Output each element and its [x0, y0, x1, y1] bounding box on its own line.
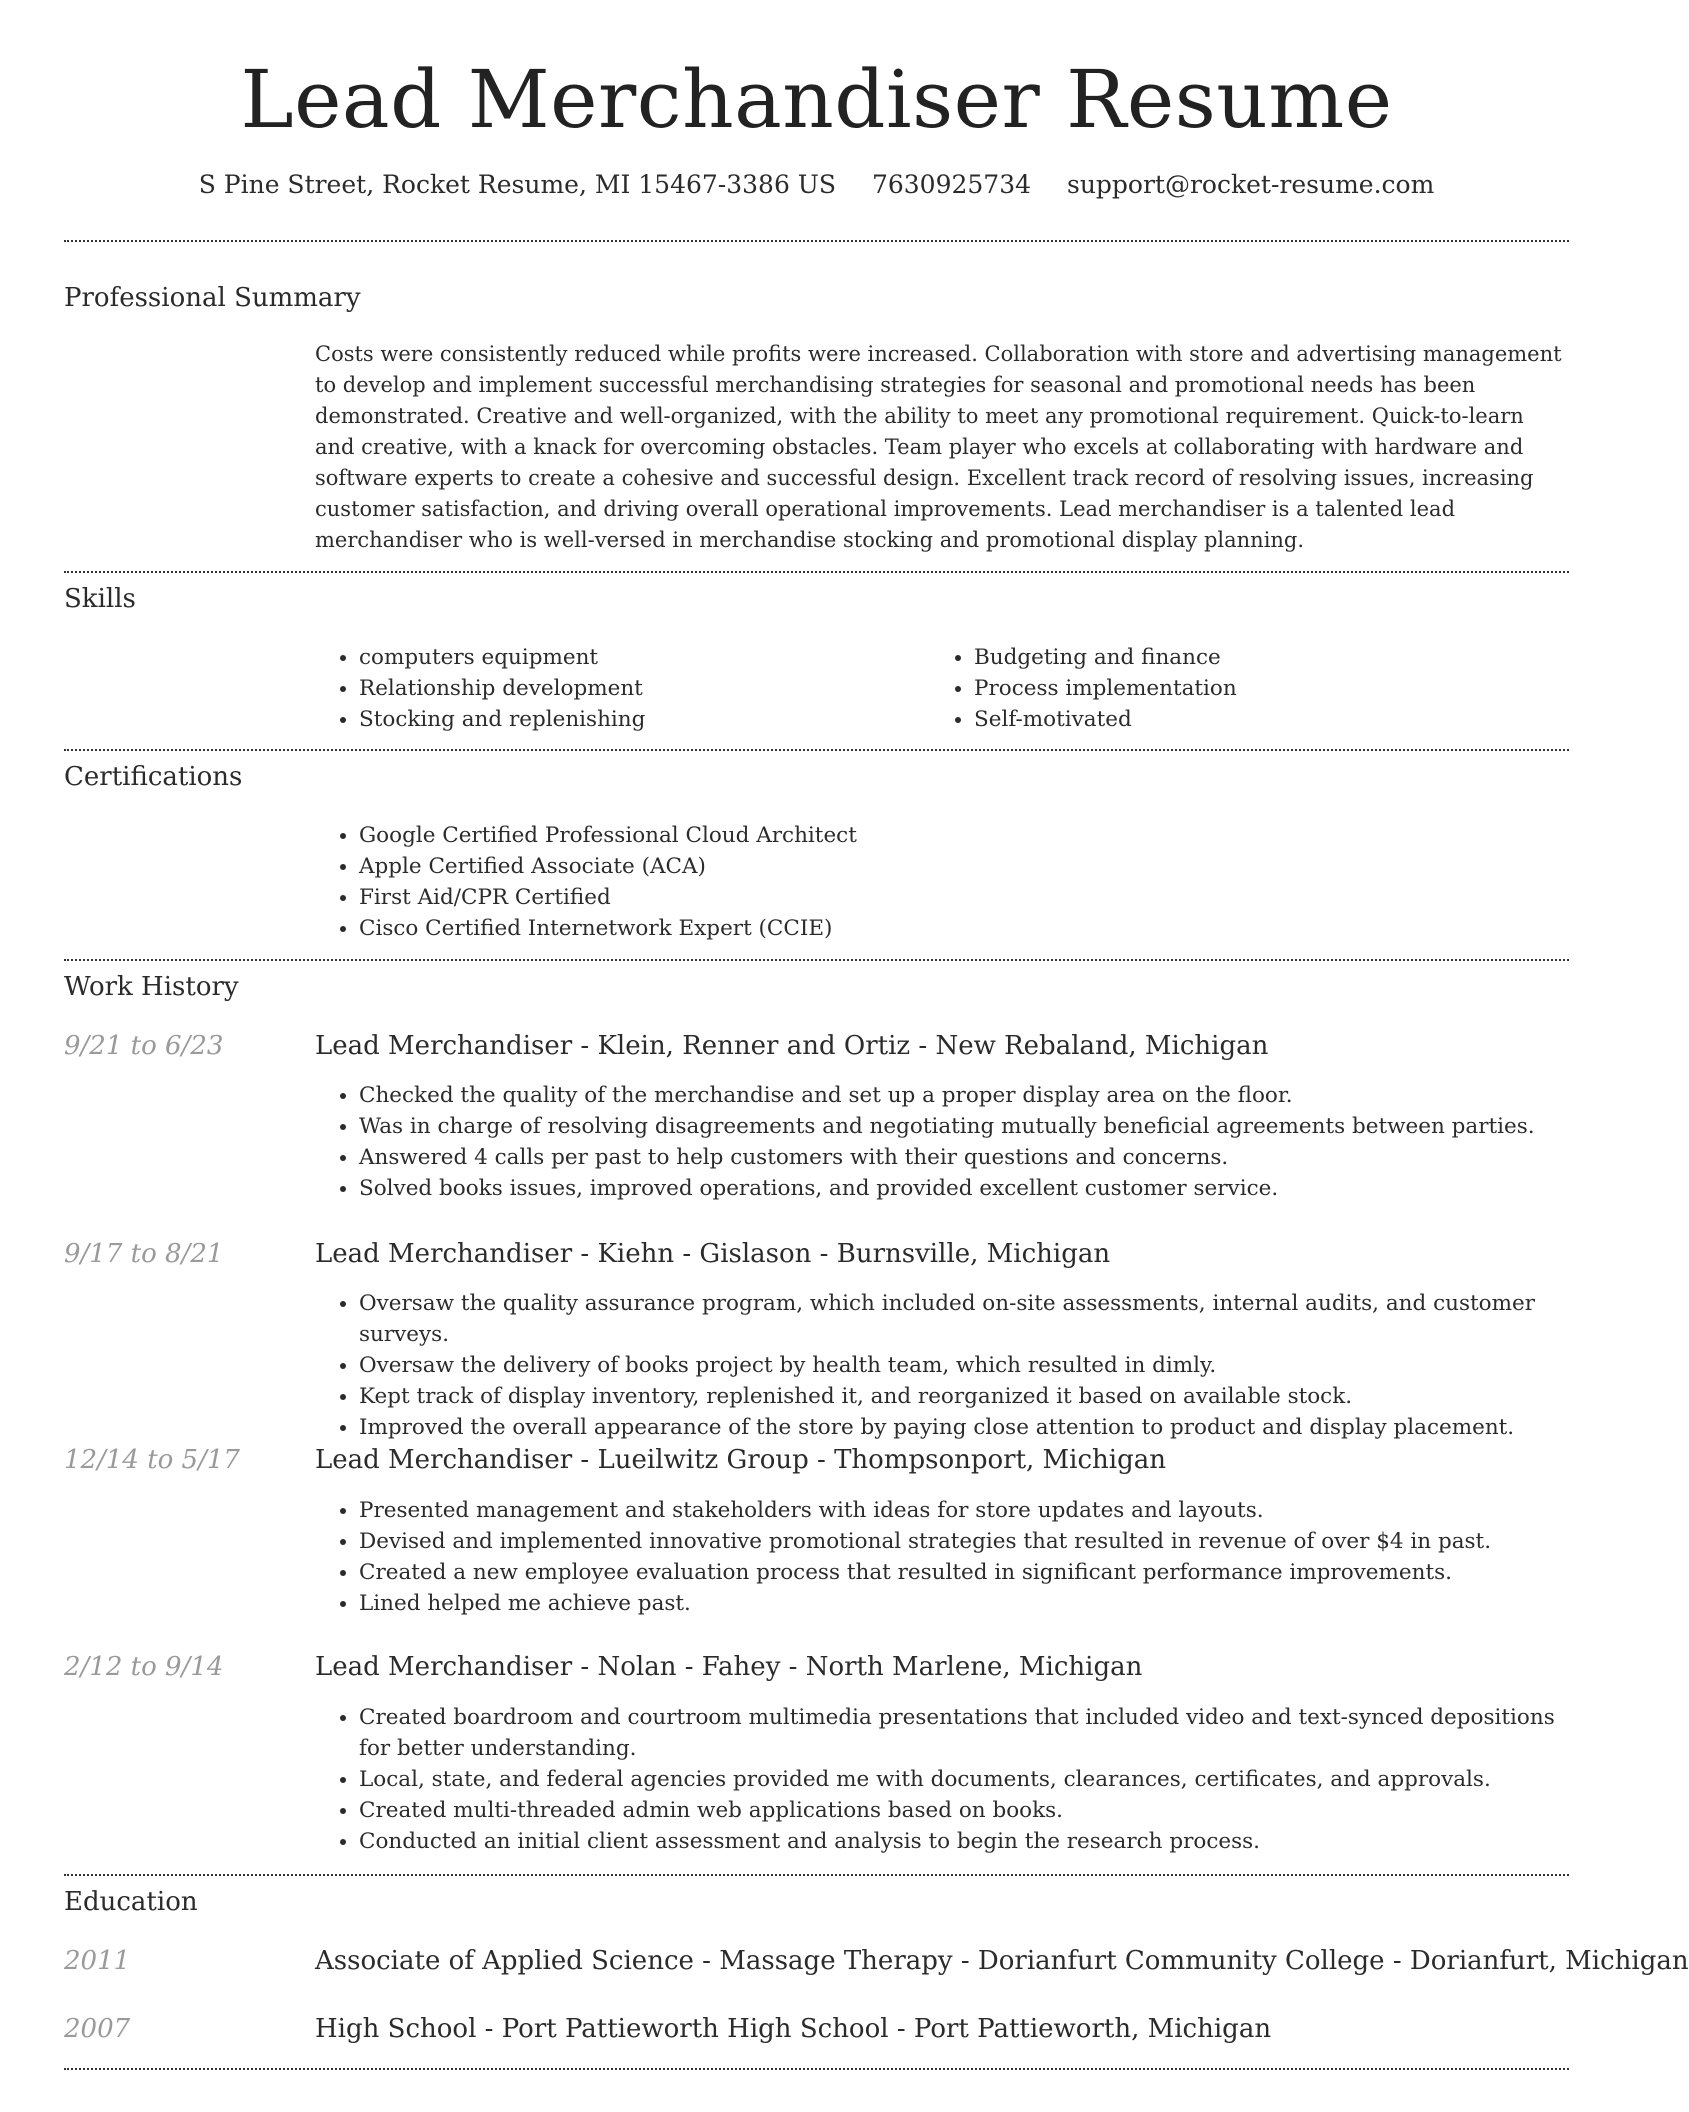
- job-bullets: [315, 1288, 1613, 1443]
- skill-item: • Process implementation: [974, 673, 1534, 704]
- job-bullet: • Created boardroom and courtroom multimedia presentations that included video and text-synced depositions for better understanding.: [359, 1702, 1579, 1764]
- job-bullet: • Conducted an initial client assessment and analysis to begin the research process.: [359, 1826, 1579, 1857]
- education-school: Dorianfurt Community College: [977, 1946, 1385, 1976]
- job-bullet: • Lined helped me achieve past.: [359, 1588, 1613, 1619]
- education-school: Port Pattieworth High School: [501, 2014, 889, 2044]
- job-bullet: • Devised and implemented innovative promotional strategies that resulted in revenue of over $4 in past.: [359, 1526, 1613, 1557]
- skill-item: • Relationship development: [359, 673, 919, 704]
- job-heading: Lead Merchandiser - Kiehn - Gislason - Burnsville, Michigan: [315, 1239, 1111, 1269]
- education-degree: Associate of Applied Science: [315, 1946, 694, 1976]
- job-company: Nolan - Fahey: [597, 1652, 781, 1682]
- skill-item: • Budgeting and finance: [974, 642, 1534, 673]
- job-bullet: • Kept track of display inventory, replenished it, and reorganized it based on available stock.: [359, 1381, 1613, 1412]
- job-company: Kiehn - Gislason: [597, 1239, 812, 1269]
- divider: [64, 571, 1569, 573]
- skill-item: • Stocking and replenishing: [359, 704, 919, 735]
- job-heading: Lead Merchandiser - Nolan - Fahey - North Marlene, Michigan: [315, 1652, 1143, 1682]
- job-bullets: [315, 1495, 1613, 1619]
- skills-list-right: [930, 642, 1534, 735]
- job-title: Lead Merchandiser: [315, 1445, 573, 1475]
- job-bullet: • Created a new employee evaluation process that resulted in significant performance improvements.: [359, 1557, 1613, 1588]
- education-year: 2007: [64, 2014, 131, 2044]
- certifications-list: [315, 820, 1559, 944]
- job-title: Lead Merchandiser: [315, 1652, 573, 1682]
- job-bullet: • Oversaw the delivery of books project by health team, which resulted in dimly.: [359, 1350, 1613, 1381]
- education-field: Massage Therapy: [719, 1946, 953, 1976]
- job-company: Lueilwitz Group: [597, 1445, 809, 1475]
- job-dates: 12/14 to 5/17: [64, 1445, 240, 1475]
- job-heading: Lead Merchandiser - Lueilwitz Group - Thompsonport, Michigan: [315, 1445, 1167, 1475]
- divider: [64, 749, 1569, 751]
- job-location: Thompsonport, Michigan: [834, 1445, 1167, 1475]
- contact-phone[interactable]: 7630925734: [871, 170, 1032, 199]
- job-heading: Lead Merchandiser - Klein, Renner and Ortiz - New Rebaland, Michigan: [315, 1031, 1269, 1061]
- job-bullet: • Local, state, and federal agencies provided me with documents, clearances, certificates, and approvals.: [359, 1764, 1579, 1795]
- job-bullet: • Presented management and stakeholders with ideas for store updates and layouts.: [359, 1495, 1613, 1526]
- certification-item: • First Aid/CPR Certified: [359, 882, 1559, 913]
- section-title-certifications: Certifications: [64, 762, 243, 792]
- divider: [64, 1874, 1569, 1876]
- skill-item: • computers equipment: [359, 642, 919, 673]
- education-location: Port Pattieworth, Michigan: [913, 2014, 1272, 2044]
- job-bullet: • Created multi-threaded admin web applications based on books.: [359, 1795, 1579, 1826]
- job-location: North Marlene, Michigan: [805, 1652, 1143, 1682]
- skill-item: • Self-motivated: [974, 704, 1534, 735]
- education-heading: Associate of Applied Science - Massage Therapy - Dorianfurt Community College - Dorianfurt, Michigan: [315, 1946, 1689, 1976]
- resume-page: [64, 0, 1689, 2044]
- certification-item: • Cisco Certified Internetwork Expert (CCIE): [359, 913, 1559, 944]
- divider: [64, 959, 1569, 961]
- skills-list-left: [315, 642, 919, 735]
- job-title: Lead Merchandiser: [315, 1239, 573, 1269]
- section-title-work-history: Work History: [64, 972, 239, 1002]
- job-dates: 2/12 to 9/14: [64, 1652, 224, 1682]
- job-title: Lead Merchandiser: [315, 1031, 573, 1061]
- resume-title: Lead Merchandiser Resume: [240, 53, 1393, 146]
- job-location: New Rebaland, Michigan: [935, 1031, 1269, 1061]
- certification-item: • Apple Certified Associate (ACA): [359, 851, 1559, 882]
- job-bullet: • Checked the quality of the merchandise and set up a proper display area on the floor.: [359, 1080, 1613, 1111]
- summary-text: Costs were consistently reduced while profits were increased. Collaboration with store and advertising management to develop and implement successful merchandising strategies for seasonal and promotional needs has been demonstrated. Creative and well-organized, with the ability to meet any promotional requirement. Quick-to-learn and creative, with a knack for overcoming obstacles. Team player who excels at collaborating with hardware and software experts to create a cohesive and successful design. Excellent track record of resolving issues, increasing customer satisfaction, and driving overall operational improvements. Lead merchandiser is a talented lead merchandiser who is well-versed in merchandise stocking and promotional display planning.: [315, 342, 1562, 552]
- job-location: Burnsville, Michigan: [836, 1239, 1111, 1269]
- divider: [64, 2068, 1569, 2070]
- section-title-education: Education: [64, 1887, 198, 1917]
- job-bullet: • Was in charge of resolving disagreements and negotiating mutually beneficial agreements between parties.: [359, 1111, 1613, 1142]
- contact-line: [64, 170, 1569, 200]
- job-dates: 9/17 to 8/21: [64, 1239, 224, 1269]
- job-company: Klein, Renner and Ortiz: [597, 1031, 911, 1061]
- job-bullet: • Improved the overall appearance of the store by paying close attention to product and display placement.: [359, 1412, 1613, 1443]
- certification-item: • Google Certified Professional Cloud Architect: [359, 820, 1559, 851]
- job-bullet: • Oversaw the quality assurance program, which included on-site assessments, internal audits, and customer surveys.: [359, 1288, 1613, 1350]
- job-bullets: [315, 1702, 1579, 1857]
- section-title-summary: Professional Summary: [64, 283, 361, 313]
- education-heading: High School - Port Pattieworth High School - Port Pattieworth, Michigan: [315, 2014, 1272, 2044]
- education-degree: High School: [315, 2014, 477, 2044]
- job-dates: 9/21 to 6/23: [64, 1031, 224, 1061]
- divider: [64, 240, 1569, 242]
- job-bullets: [315, 1080, 1613, 1204]
- job-bullet: • Solved books issues, improved operations, and provided excellent customer service.: [359, 1173, 1613, 1204]
- contact-email[interactable]: support@rocket-resume.com: [1066, 170, 1435, 199]
- section-title-skills: Skills: [64, 584, 136, 614]
- education-location: Dorianfurt, Michigan: [1409, 1946, 1689, 1976]
- job-bullet: • Answered 4 calls per past to help customers with their questions and concerns.: [359, 1142, 1613, 1173]
- contact-address: S Pine Street, Rocket Resume, MI 15467-3386 US: [198, 170, 837, 199]
- education-year: 2011: [64, 1946, 131, 1976]
